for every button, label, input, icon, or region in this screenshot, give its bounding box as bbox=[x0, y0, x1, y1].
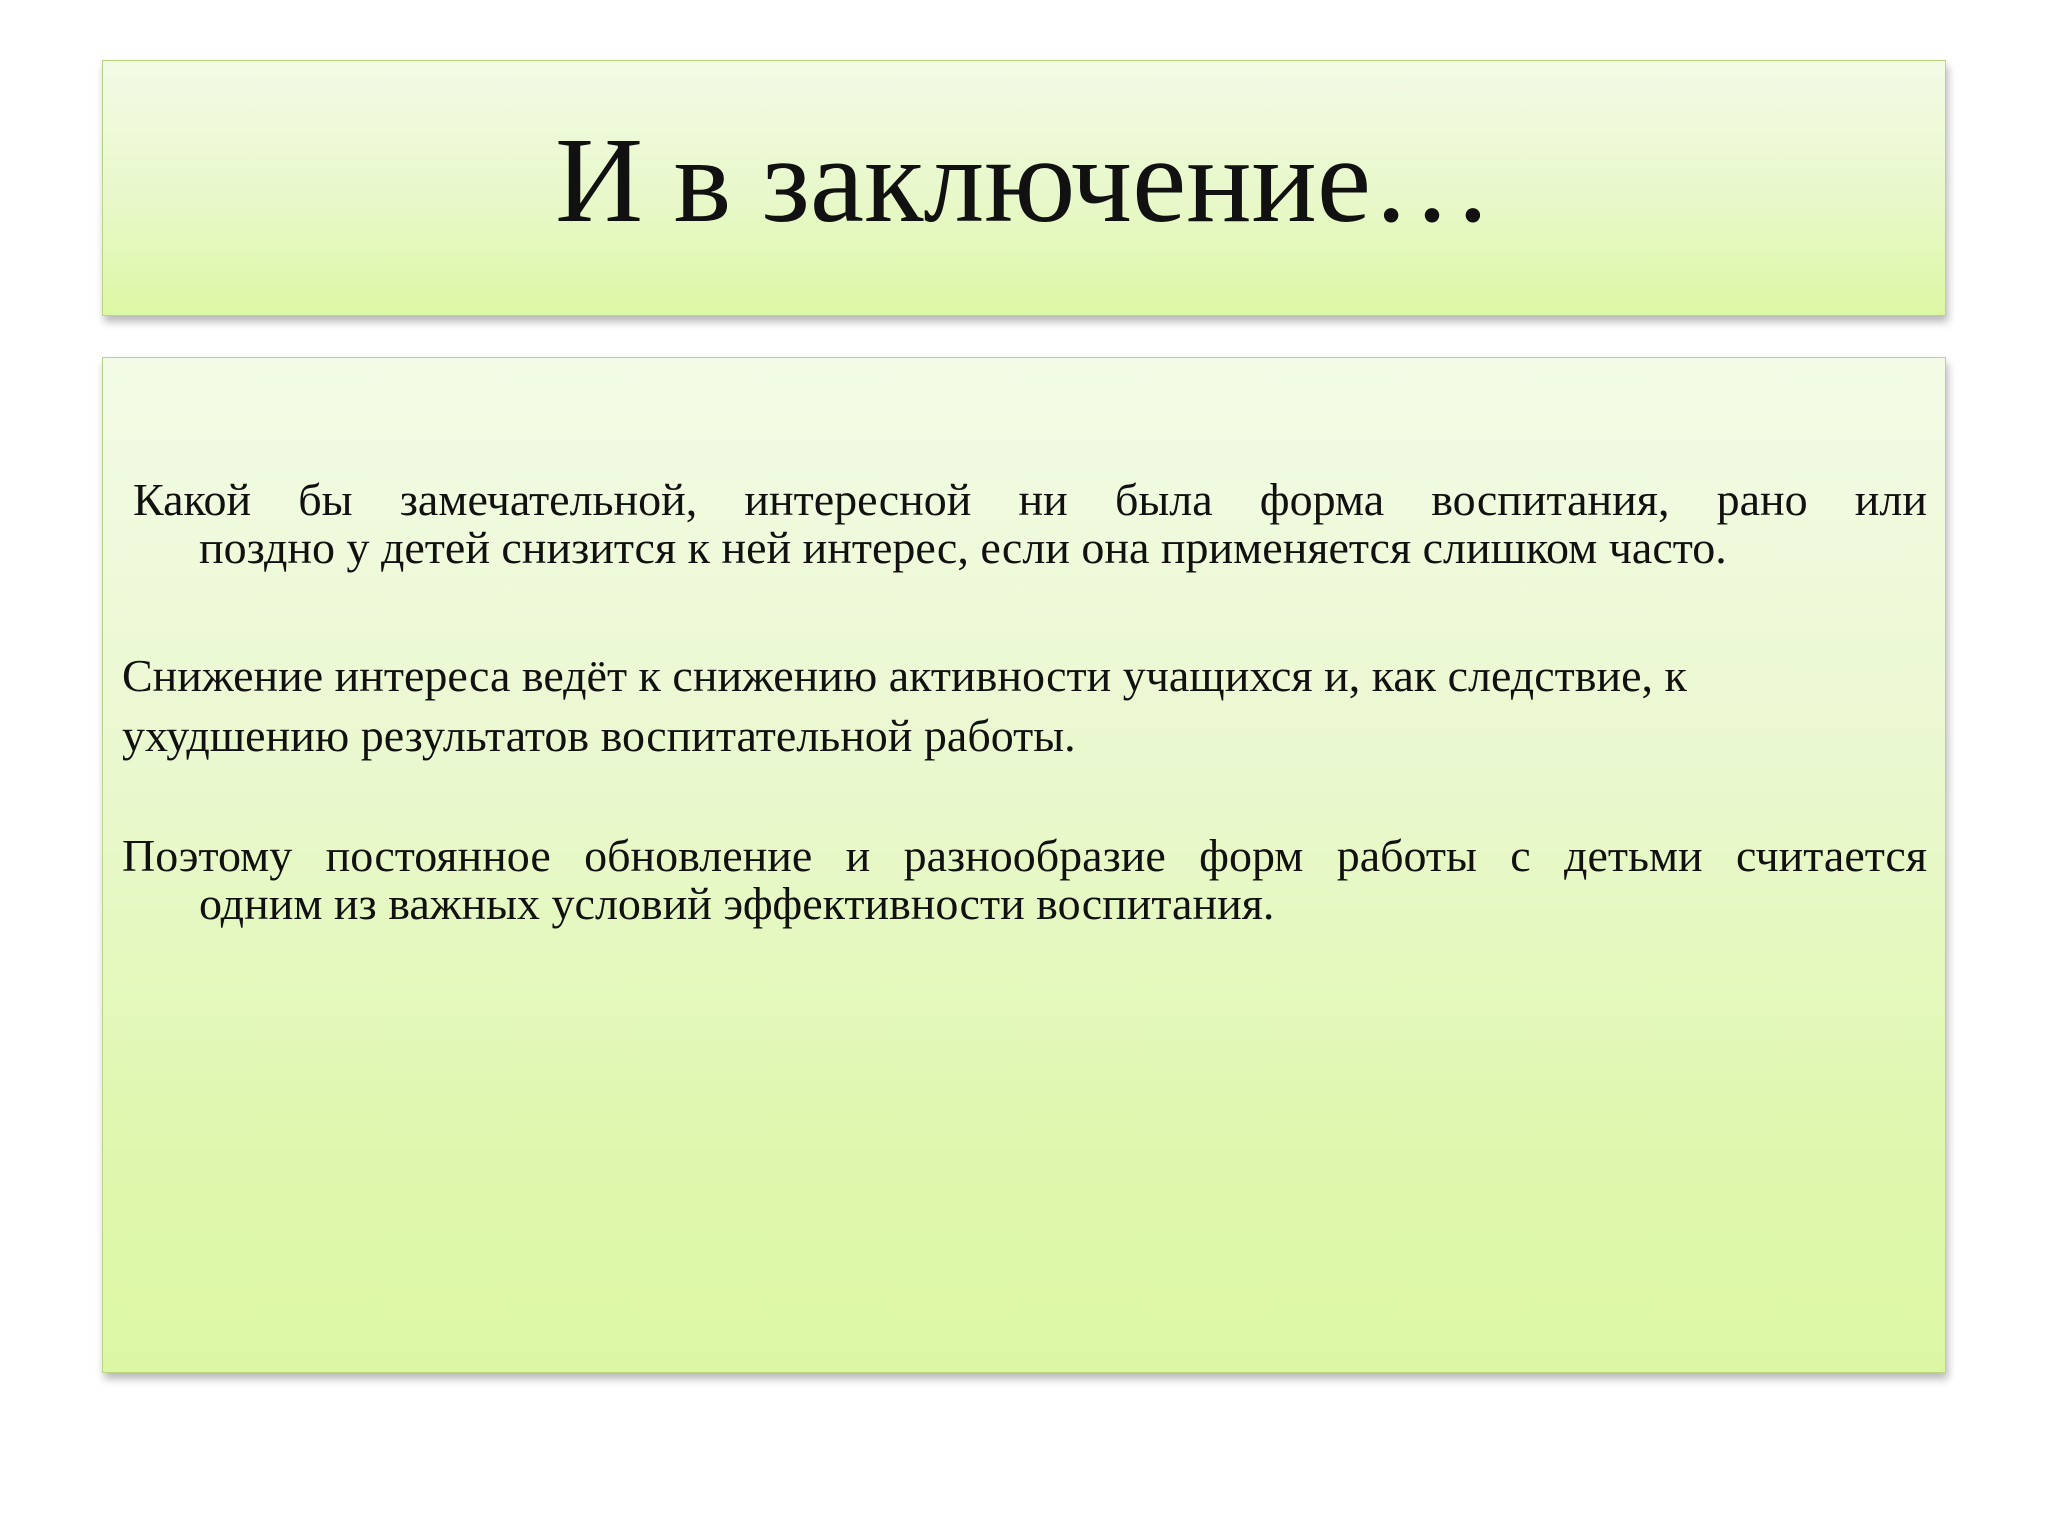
paragraph-1-line-2: поздно у детей снизится к ней интерес, если она применяется слишком часто. bbox=[199, 522, 1727, 573]
paragraph-3 bbox=[122, 832, 1927, 928]
paragraph-1-line-1: Какой бы замечательной, интересной ни была форма воспитания, рано или bbox=[133, 474, 1927, 525]
title-box bbox=[102, 60, 1946, 316]
paragraph-3-line-1: Поэтому постоянное обновление и разнообразие форм работы с детьми считается bbox=[122, 830, 1927, 881]
paragraph-2 bbox=[122, 646, 1922, 766]
paragraph-2-line-1: Снижение интереса ведёт к снижению активности учащихся и, как следствие, к bbox=[122, 650, 1687, 701]
paragraph-1 bbox=[133, 476, 1927, 572]
paragraph-2-line-2: ухудшению результатов воспитательной работы. bbox=[122, 710, 1076, 761]
slide-title: И в заключение… bbox=[555, 113, 1493, 248]
paragraph-3-line-2: одним из важных условий эффективности воспитания. bbox=[199, 878, 1275, 929]
